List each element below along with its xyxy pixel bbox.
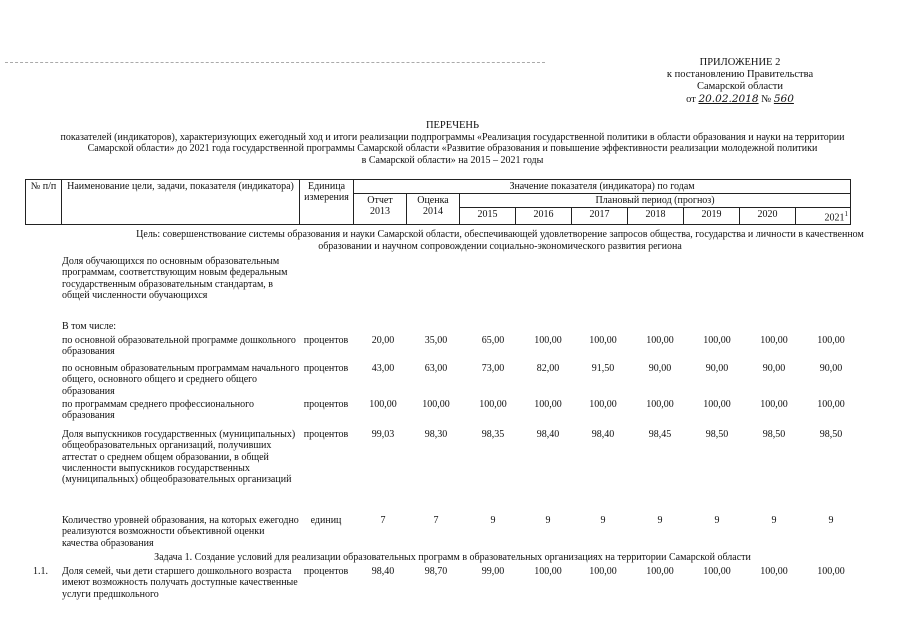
title-line-1: показателей (индикаторов), характеризующих ежегодный ход и итоги реализации подпрограммы «Реализация государственной политики в области образования и науки на территории [60, 131, 845, 143]
indicator-value: 73,00 [481, 363, 505, 374]
indicator-value: 35,00 [424, 335, 448, 346]
indicator-unit: процентов [303, 335, 349, 346]
indicator-value: 90,00 [762, 363, 786, 374]
indicator-value: 98,50 [705, 429, 729, 440]
indicator-value: 90,00 [819, 363, 843, 374]
indicator-name: Доля выпускников государственных (муниципальных) общеобразовательных организаций, получивших аттестат о среднем общем образовании, в общей численности выпускников государственных (муниципальных) общеобразовательных организаций [62, 429, 296, 486]
date-prefix: от [686, 94, 696, 105]
indicator-value: 98,40 [591, 429, 615, 440]
indicator-value: 90,00 [648, 363, 672, 374]
indicator-value: 100,00 [589, 335, 617, 346]
indicator-value: 100,00 [760, 566, 788, 577]
indicator-value: 7 [380, 515, 386, 526]
indicator-unit: процентов [303, 429, 349, 440]
title-head: ПЕРЕЧЕНЬ [425, 120, 480, 131]
footnote-mark: 1 [844, 210, 849, 218]
indicator-value: 98,40 [536, 429, 560, 440]
header-year: 2020 [740, 208, 796, 225]
indicator-unit: единиц [310, 515, 342, 526]
indicator-unit: процентов [303, 399, 349, 410]
header-num: № п/п [26, 180, 62, 225]
indicator-name: по основным образовательным программам начального общего, основного общего и среднего общего образования [62, 363, 300, 397]
indicator-value: 7 [433, 515, 439, 526]
indicator-value: 100,00 [646, 335, 674, 346]
header-report-year: 2013 [370, 206, 390, 217]
number-prefix: № [761, 94, 772, 105]
header-estimate-year: 2014 [423, 206, 443, 217]
task-1-heading: Задача 1. Создание условий для реализации образовательных программ в образовательных организациях на территории Самарской области [154, 552, 751, 563]
indicator-value: 20,00 [371, 335, 395, 346]
header-year: 2015 [460, 208, 516, 225]
indicator-value: 98,45 [648, 429, 672, 440]
indicator-value: 63,00 [424, 363, 448, 374]
indicator-value: 100,00 [589, 566, 617, 577]
indicator-name: Количество уровней образования, на которых ежегодно реализуются возможности объективной оценки качества образования [62, 515, 299, 549]
indicator-value: 100,00 [646, 399, 674, 410]
indicator-value: 100,00 [703, 566, 731, 577]
header-report [354, 194, 407, 225]
indicator-value: 98,50 [819, 429, 843, 440]
indicator-value: 9 [600, 515, 606, 526]
indicator-value: 9 [714, 515, 720, 526]
header-plan-period: Плановый период (прогноз) [460, 194, 851, 208]
header-year-2021: 2021 [824, 212, 845, 224]
indicator-value: 100,00 [817, 335, 845, 346]
appendix-decree: к постановлению Правительства [666, 69, 814, 80]
indicator-table-header [25, 179, 851, 225]
indicator-value: 100,00 [703, 399, 731, 410]
indicator-name: по основной образовательной программе дошкольного образования [62, 335, 296, 358]
indicator-value: 9 [490, 515, 496, 526]
indicator-value: 99,03 [371, 429, 395, 440]
indicator-value: 100,00 [479, 399, 507, 410]
goal-text: Цель: совершенствование системы образования и науки Самарской области, обеспечивающей удовлетворение запросов общества, государства и личности в качественном образовании и научном сопровождении социально-экономического развития региона [136, 229, 864, 252]
document-title [0, 120, 905, 166]
indicator-value: 100,00 [534, 399, 562, 410]
indicator-name: по программам среднего профессионального образования [62, 399, 254, 422]
header-name: Наименование цели, задачи, показателя (индикатора) [62, 180, 300, 225]
indicator-value: 100,00 [760, 335, 788, 346]
indicator-name: Доля обучающихся по основным образовательным программам, соответствующим новым федеральным государственным образовательным стандартам, в общей численности обучающихся [62, 256, 288, 301]
indicator-value: 43,00 [371, 363, 395, 374]
indicator-value: 100,00 [534, 335, 562, 346]
indicator-value: 100,00 [817, 399, 845, 410]
indicator-name: Доля семей, чьи дети старшего дошкольного возраста имеют возможность получать доступные качественные услуги предшкольного [62, 566, 298, 600]
title-line-3: в Самарской области» на 2015 – 2021 годы [361, 154, 544, 166]
indicator-value: 9 [828, 515, 834, 526]
indicator-value: 9 [545, 515, 551, 526]
header-unit: Единица измерения [300, 180, 354, 225]
indicator-name: В том числе: [62, 321, 117, 332]
appendix-date-line [640, 93, 840, 106]
indicator-value: 9 [657, 515, 663, 526]
header-report-label: Отчет [367, 195, 393, 206]
indicator-value: 100,00 [589, 399, 617, 410]
header-estimate [407, 194, 460, 225]
scan-artifact-line [5, 62, 545, 63]
title-line-2: Самарской области» до 2021 года государственной программы Самарской области «Развитие образования и повышение эффективности реализации молодежной политики [87, 143, 818, 154]
header-estimate-label: Оценка [417, 195, 449, 206]
indicator-unit: процентов [303, 566, 349, 577]
indicator-value: 100,00 [817, 566, 845, 577]
header-year: 2017 [572, 208, 628, 225]
indicator-value: 65,00 [481, 335, 505, 346]
date-value: 20.02.2018 [698, 93, 759, 105]
indicator-value: 9 [771, 515, 777, 526]
number-value: 560 [773, 93, 794, 105]
indicator-value: 90,00 [705, 363, 729, 374]
appendix-block [640, 57, 840, 106]
row-number: 1.1. [33, 566, 48, 577]
indicator-unit: процентов [303, 363, 349, 374]
indicator-value: 82,00 [536, 363, 560, 374]
header-year-last [796, 208, 851, 225]
indicator-value: 98,50 [762, 429, 786, 440]
indicator-value: 100,00 [422, 399, 450, 410]
indicator-value: 100,00 [760, 399, 788, 410]
indicator-value: 91,50 [591, 363, 615, 374]
indicator-value: 100,00 [703, 335, 731, 346]
header-year: 2016 [516, 208, 572, 225]
appendix-region: Самарской области [697, 81, 783, 92]
appendix-label: ПРИЛОЖЕНИЕ 2 [699, 57, 781, 68]
indicator-value: 98,70 [424, 566, 448, 577]
header-year: 2018 [628, 208, 684, 225]
indicator-value: 98,35 [481, 429, 505, 440]
indicator-value: 100,00 [534, 566, 562, 577]
indicator-value: 98,40 [371, 566, 395, 577]
indicator-value: 100,00 [646, 566, 674, 577]
header-values-group: Значение показателя (индикатора) по годам [354, 180, 851, 194]
indicator-value: 99,00 [481, 566, 505, 577]
indicator-value: 98,30 [424, 429, 448, 440]
header-year: 2019 [684, 208, 740, 225]
indicator-value: 100,00 [369, 399, 397, 410]
